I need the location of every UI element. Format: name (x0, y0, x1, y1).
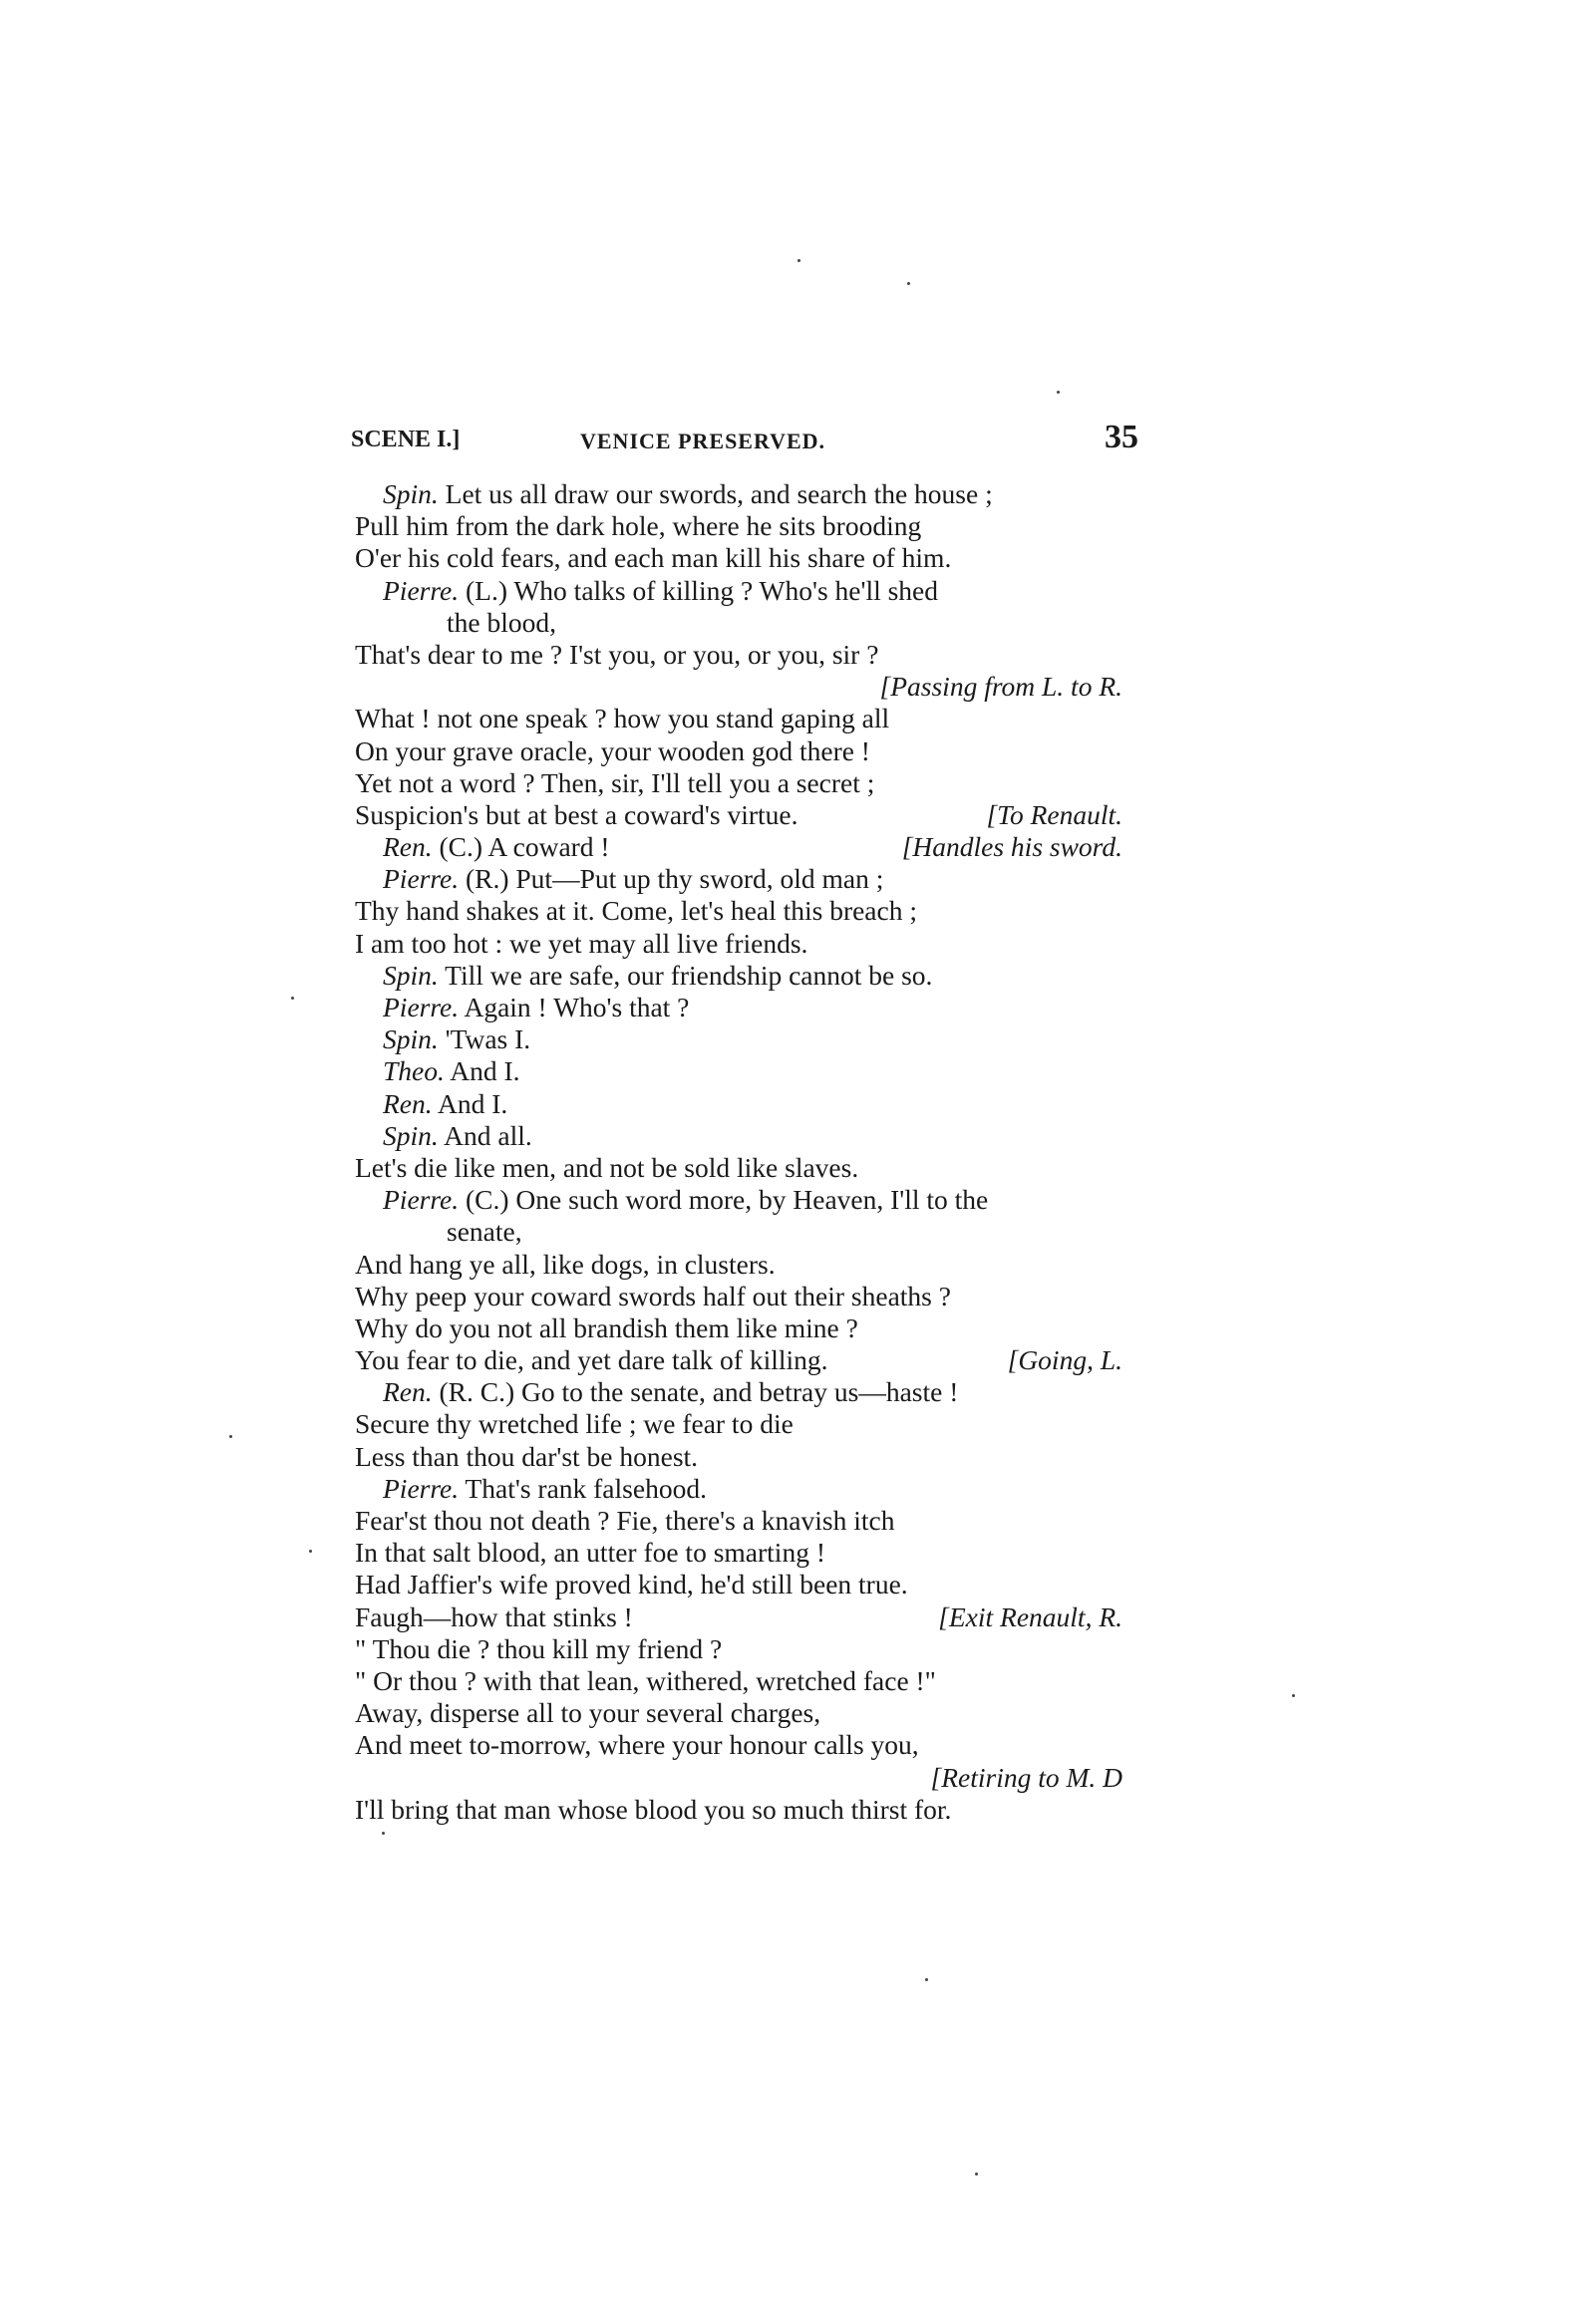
speaker-name: Pierre. (383, 574, 460, 606)
line-text: You fear to die, and yet dare talk of killing. (355, 1344, 828, 1376)
scan-speck (291, 997, 294, 1000)
line-text: Suspicion's but at best a coward's virtue. (355, 798, 798, 830)
text-line (355, 639, 1152, 671)
line-text: Less than thou dar'st be honest. (355, 1440, 699, 1472)
text-line (355, 799, 1152, 831)
stage-direction: [Going, L. (1007, 1344, 1122, 1376)
text-line (355, 992, 1152, 1023)
speaker-name: Spin. (383, 1023, 439, 1055)
line-text: 'Twas I. (438, 1023, 531, 1055)
stage-direction: [To Renault. (986, 798, 1122, 830)
text-line (355, 1055, 1152, 1087)
stage-direction: [Exit Renault, R. (938, 1600, 1122, 1632)
line-text: (R.) Put—Put up thy sword, old man ; (459, 863, 884, 895)
line-text: Had Jaffier's wife proved kind, he'd still been true. (355, 1569, 908, 1600)
text-line (355, 1281, 1152, 1312)
line-text: (C.) A coward ! (432, 831, 610, 863)
speaker-name: Pierre. (383, 1472, 460, 1504)
text-line (355, 1441, 1152, 1473)
page-number: 35 (1105, 419, 1138, 455)
stage-direction: [Handles his sword. (901, 831, 1122, 863)
text-line (355, 1023, 1152, 1055)
line-text: Till we are safe, our friendship cannot be so. (438, 959, 933, 991)
text-line (355, 1537, 1152, 1569)
text-line (355, 607, 1152, 639)
line-text: Again ! Who's that ? (459, 992, 690, 1022)
line-text: Secure thy wretched life ; we fear to die (355, 1408, 794, 1440)
line-text: Fear'st thou not death ? Fie, there's a knavish itch (355, 1505, 895, 1536)
line-text: Let's die like men, and not be sold like slaves. (355, 1151, 859, 1183)
text-line (355, 831, 1152, 863)
text-line (355, 542, 1152, 574)
line-text: " Thou die ? thou kill my friend ? (355, 1632, 723, 1664)
text-line (355, 1088, 1152, 1120)
text-line (355, 1152, 1152, 1184)
line-text: And I. (444, 1055, 520, 1087)
line-text: (L.) Who talks of killing ? Who's he'll shed (459, 574, 939, 606)
line-text: I'll bring that man whose blood you so much thirst for. (355, 1793, 952, 1825)
text-line (355, 1633, 1152, 1665)
scan-speck (1057, 391, 1060, 394)
speaker-name: Ren. (383, 831, 433, 863)
line-text: Yet not a word ? Then, sir, I'll tell you a secret ; (355, 766, 875, 798)
line-text: Thy hand shakes at it. Come, let's heal this breach ; (355, 895, 917, 927)
text-line (355, 863, 1152, 895)
text-line (355, 1408, 1152, 1440)
text-line (355, 1184, 1152, 1216)
scan-speck (1292, 1694, 1295, 1697)
speaker-name: Ren. (383, 1087, 433, 1119)
stage-direction: [Retiring to M. D (930, 1761, 1122, 1793)
line-text: And all. (438, 1119, 532, 1151)
text-line (355, 767, 1152, 799)
text-line (355, 671, 1152, 703)
text-line (355, 735, 1152, 767)
line-text: And I. (432, 1087, 508, 1119)
line-text: the blood, (447, 606, 556, 638)
line-text: " Or thou ? with that lean, withered, wretched face !" (355, 1664, 936, 1696)
line-text: Why peep your coward swords half out their sheaths ? (355, 1280, 951, 1311)
text-line (355, 478, 1152, 510)
line-text: (C.) One such word more, by Heaven, I'll to the (459, 1184, 989, 1216)
scan-speck (797, 259, 800, 262)
text-line (355, 1344, 1152, 1376)
text-line (355, 575, 1152, 607)
text-line (355, 928, 1152, 960)
text-line (355, 1249, 1152, 1281)
line-text: And hang ye all, like dogs, in clusters. (355, 1248, 776, 1280)
speaker-name: Pierre. (383, 863, 460, 895)
text-line (355, 1762, 1152, 1794)
line-text: Away, disperse all to your several charges, (355, 1697, 821, 1729)
text-line (355, 1312, 1152, 1344)
play-text (355, 478, 1152, 1826)
text-line (355, 703, 1152, 734)
line-text: On your grave oracle, your wooden god there ! (355, 734, 870, 766)
speaker-name: Pierre. (383, 1184, 460, 1216)
speaker-name: Ren. (383, 1376, 433, 1408)
running-header (351, 419, 1138, 462)
line-text: I am too hot : we yet may all live friends. (355, 927, 808, 959)
scan-speck (907, 282, 910, 285)
stage-direction: [Passing from L. to R. (879, 671, 1122, 703)
speaker-name: Theo. (383, 1055, 445, 1087)
line-text: senate, (447, 1216, 522, 1248)
line-text: O'er his cold fears, and each man kill his share of him. (355, 542, 952, 574)
text-line (355, 1473, 1152, 1505)
speaker-name: Spin. (383, 1119, 439, 1151)
text-line (355, 1120, 1152, 1152)
line-text: (R. C.) Go to the senate, and betray us—haste ! (432, 1376, 959, 1408)
speaker-name: Pierre. (383, 992, 460, 1022)
scan-speck (975, 2173, 978, 2176)
line-text: Why do you not all brandish them like mine ? (355, 1311, 858, 1343)
scene-marker: SCENE I.] (351, 427, 461, 452)
text-line (355, 960, 1152, 992)
text-line (355, 1569, 1152, 1600)
text-line (355, 510, 1152, 542)
scan-speck (309, 1550, 312, 1553)
text-line (355, 1505, 1152, 1537)
scan-speck (382, 1832, 385, 1835)
line-text: In that salt blood, an utter foe to smarting ! (355, 1537, 825, 1569)
text-line (355, 1376, 1152, 1408)
line-text: That's rank falsehood. (459, 1472, 707, 1504)
line-text: Faugh—how that stinks ! (355, 1600, 633, 1632)
speaker-name: Spin. (383, 478, 439, 509)
text-line (355, 1794, 1152, 1826)
text-line (355, 895, 1152, 927)
line-text: That's dear to me ? I'st you, or you, or you, sir ? (355, 638, 879, 670)
text-line (355, 1216, 1152, 1248)
scan-speck (925, 1978, 928, 1981)
line-text: Let us all draw our swords, and search the house ; (438, 478, 993, 509)
text-line (355, 1697, 1152, 1729)
line-text: Pull him from the dark hole, where he sits brooding (355, 510, 922, 542)
text-line (355, 1601, 1152, 1633)
line-text: And meet to-morrow, where your honour calls you, (355, 1729, 919, 1761)
line-text: What ! not one speak ? how you stand gaping all (355, 703, 890, 734)
text-line (355, 1665, 1152, 1697)
speaker-name: Spin. (383, 959, 439, 991)
running-title: VENICE PRESERVED. (580, 429, 826, 453)
scan-speck (229, 1435, 232, 1438)
text-line (355, 1729, 1152, 1761)
